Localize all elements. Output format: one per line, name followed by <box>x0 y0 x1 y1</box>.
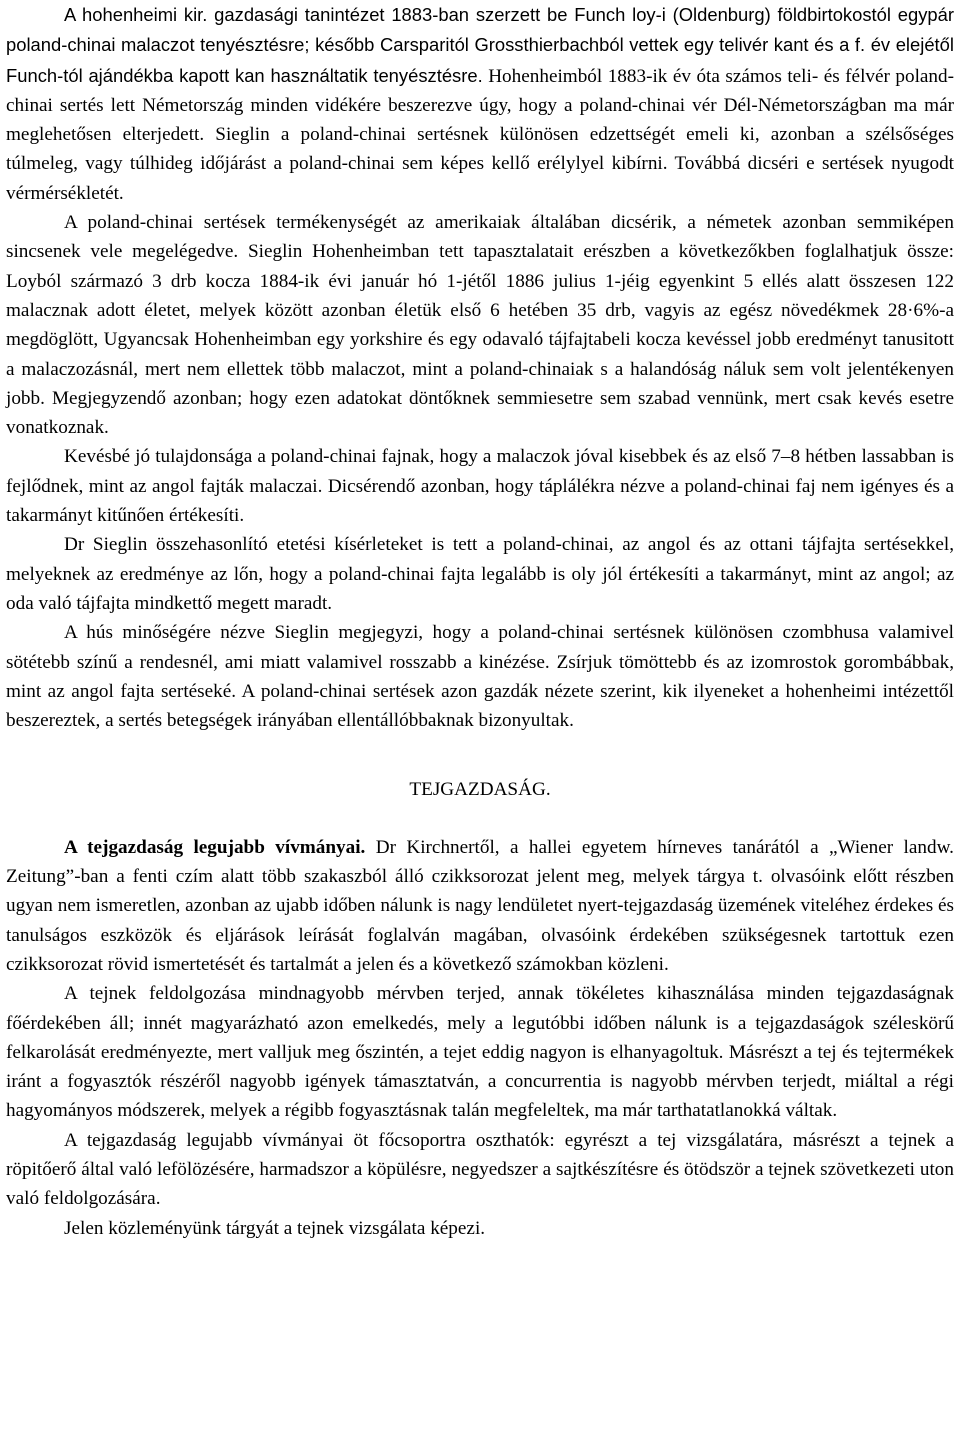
document-page <box>6 0 954 1243</box>
lead-text: Dr Kirchnertől, a hallei egyetem hírneves tanárától a „Wiener landw. Zeitung”-ban a fenti czím alatt több szakaszból álló czikksorozat jelent meg, melyek tárgya t. olvasóink előtt részben ugyan nem ismeretlen, azonban az ujabb időben nálunk is nagy lendületet nyert-tejgazdaság üzemének viteléhez érdekes és tanulságos eszközök és eljárások leírását foglalván magában, olvasóink érdekében szükségesnek tartottuk ezen czikksorozat rövid ismertetését és tartalmát a jelen és a következő számokban közleni. <box>6 836 954 975</box>
paragraph-dairy-lead <box>6 833 954 979</box>
paragraph-feeding-experiments: Dr Sieglin összehasonlító etetési kísérleteket is tett a poland-chinai, az angol és az ottani tájfajta sertésekkel, melyeknek az eredménye az lőn, hogy a poland-chinai fajta legalább is oly jól értékesíti a takarmányt, mint az angol; az oda való tájfajta mindkettő megett maradt. <box>6 534 954 614</box>
paragraph-milk-processing: A tejnek feldolgozása mindnagyobb mérvben terjed, annak tökéletes kihasználása minden tejgazdaságnak főérdekében áll; innét magyarázható azon emelkedés, mely a legutóbbi időben nálunk is a tejgazdaságok széleskörű felkarolását eredményezte, mert valljuk meg őszintén, a tejet eddig nagyon is elhanyagoltuk. Másrészt a tej és tejtermékek iránt a fogyasztók részéről nagyobb igények támasztatván, a concurrentia is nagyobb mérvben terjedt, miáltal a régi hagyományos módszerek, melyek a régibb fogyasztásnak talán megfeleltek, ma már tarthatatlanokká váltak. <box>6 983 954 1122</box>
paragraph-weakness: Kevésbé jó tulajdonsága a poland-chinai fajnak, hogy a malaczok jóval kisebbek és az első 7–8 hétben lassabban is fejlődnek, mint az angol fajták malaczai. Dicsérendő azonban, hogy táplálékra nézve a poland-chinai faj nem igényes és a takarmányt kitűnően értékesíti. <box>6 446 954 527</box>
paragraph-subject: Jelen közleményünk tárgyát a tejnek vizsgálata képezi. <box>64 1217 486 1239</box>
paragraph-meat-quality: A hús minőségére nézve Sieglin megjegyzi, hogy a poland-chinai sertésnek különösen czombhusa valamivel sötétebb színű a rendesnél, ami miatt valamivel rosszabb a kinézése. Zsírjuk tömöttebb és az izomrostok gorombábbak, mint az angol fajta sertéseké. A poland-chinai sertések azon gazdák nézete szerint, kik ilyeneket a hohenheimi intézettől beszereztek, a sertés betegségek irányában ellentállóbbaknak bizonyultak. <box>6 622 954 732</box>
paragraph-fertility: A poland-chinai sertések termékenységét az amerikaiak általában dicsérik, a németek azonban semmiképen sincsenek vele megelégedve. Sieglin Hohenheimban tett tapasztalatait erészben a következőkben foglalhatjuk össze: Loyból származó 3 drb kocza 1884-ik évi január hó 1-jétől 1886 julius 1-jéig egyenkint 5 ellés alatt összesen 122 malacznak adott életet, melyek között azonban életük első 6 hetében 35 drb, vagyis az egész növedékmek 28·6%-a megdöglött, Ugyancsak Hohenheimban egy yorkshire és egy odavaló tájfajtabeli kocza kevéssel jobb eredményt tanusitott a malaczozásnál, mert nem ellettek több malaczot, mint a poland-chinaiak s a halandóság náluk sem volt jelentékenyen jobb. Megjegyzendő azonban; hogy ezen adatokat döntőknek semmiesetre sem szabad vennünk, mert csak kevés esetre vonatkoznak. <box>6 212 954 439</box>
paragraph-poland-chinai-intro <box>6 0 954 208</box>
paragraph-sans-part: A hohenheimi kir. gazdasági tanintézet 1883-ban szerzett be Funch loy-i (Oldenburg) földbirtokostól egypár poland-chinai malaczot tenyésztésre; később Carsparitól Grossthierbachból vettek egy telivér kant és a f. év elejétől Funch-tól ajándékba kapott kan használtatik tenyésztésre. <box>6 4 954 86</box>
paragraph-five-groups: A tejgazdaság legujabb vívmányai öt főcsoportra oszthatók: egyrészt a tej vizsgálatára, másrészt a tejnek a röpitőerő által való lefölözésére, harmadszor a köpülésre, negyedszer a sajtkészítésre és ötödször a tejnek szövetkezeti uton való feldolgozására. <box>6 1129 954 1210</box>
section-heading: TEJGAZDASÁG. <box>409 779 551 801</box>
paragraph-serif-part: Hohenheimból 1883-ik év óta számos teli- és félvér poland-chinai sertés lett Németország minden vidékére beszerezve úgy, hogy a poland-chinai vér Dél-Németországban ma már meglehetősen elterjedett. Sieglin a poland-chinai sertésnek különösen edzettségét emeli ki, azonban a szélsőséges túlmeleg, vagy túlhideg időjárást a poland-chinai sem képes kellő erélylyel kibírni. Továbbá dicséri e sertések nyugodt vérmérsékletét. <box>6 65 954 204</box>
lead-title: A tejgazdaság legujabb vívmányai. <box>64 836 366 858</box>
